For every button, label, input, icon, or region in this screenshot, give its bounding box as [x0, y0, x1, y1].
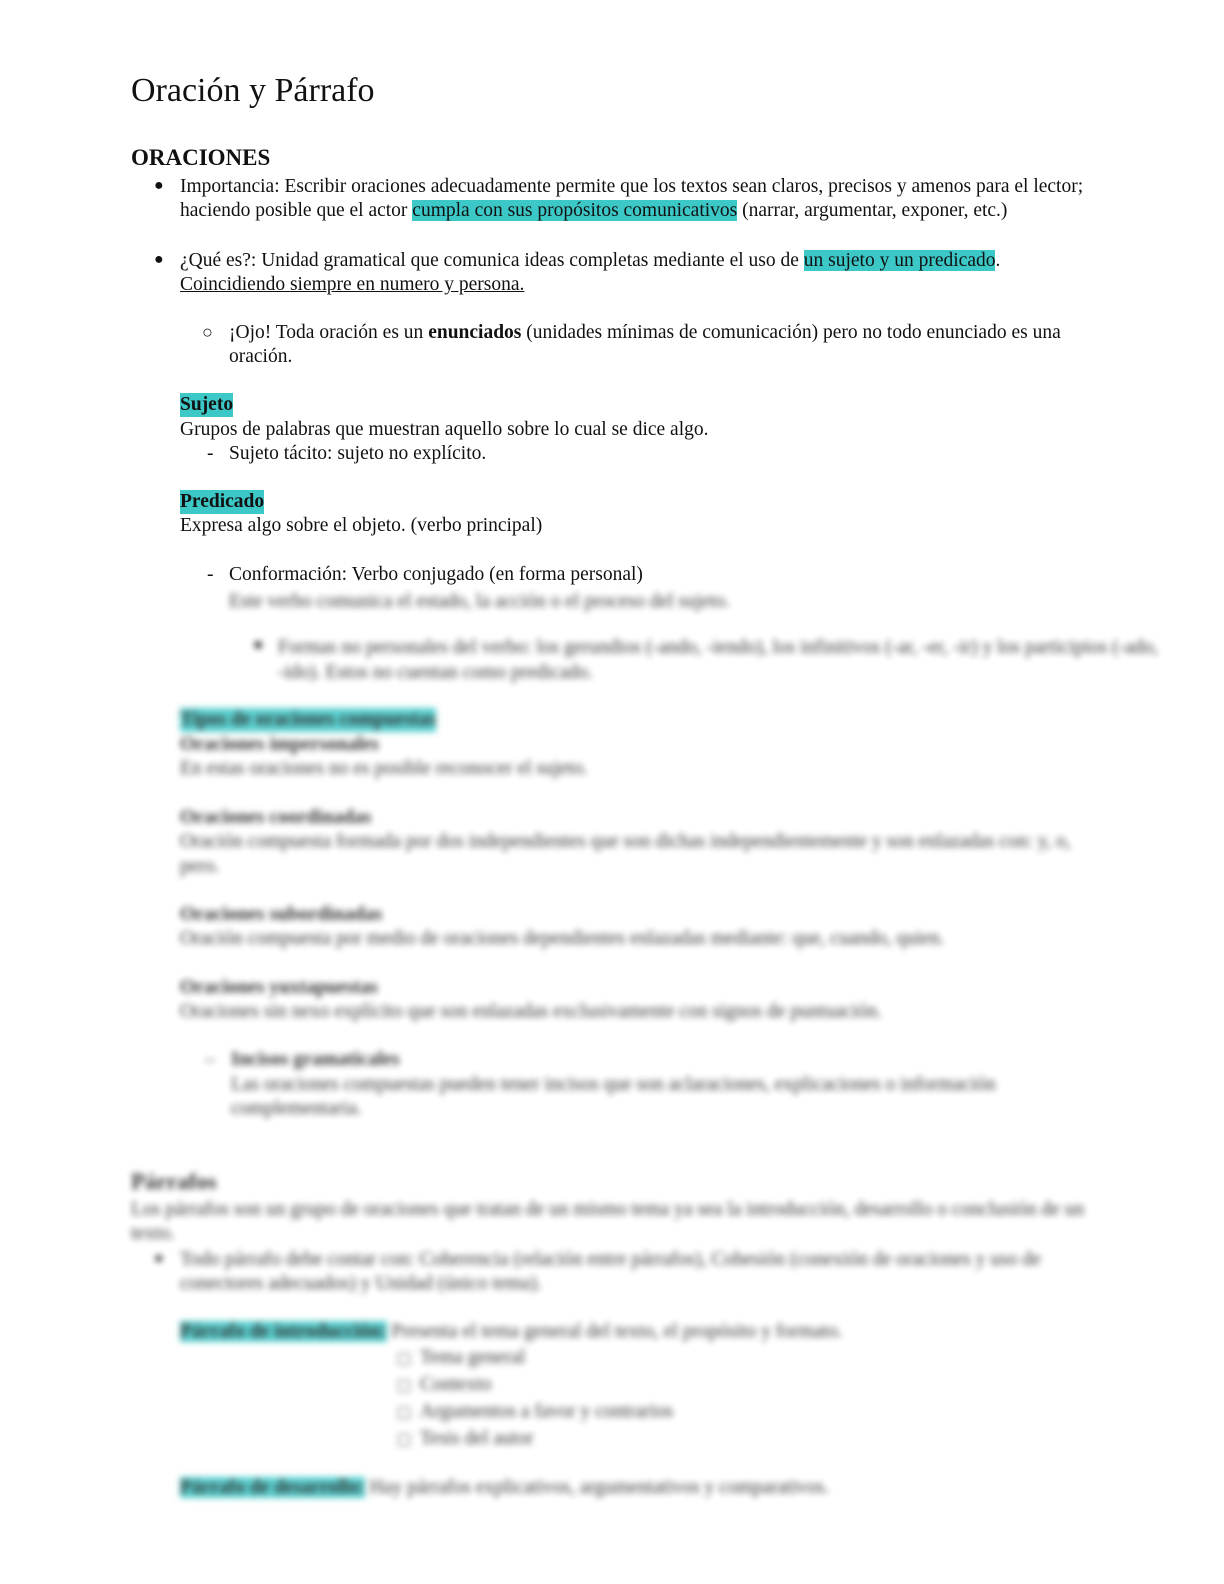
- square-bullet-icon: ■: [254, 638, 263, 653]
- tipos-heading: Tipos de oraciones compuestas: [180, 709, 436, 730]
- que-es-line2: Coincidiendo siempre en numero y persona.: [180, 274, 525, 295]
- circle-bullet-icon: ○: [202, 322, 213, 342]
- sujeto-text: Grupos de palabras que muestran aquello sobre lo cual se dice algo.: [180, 419, 709, 440]
- intro-heading: Párrafo de introducción:: [180, 1321, 387, 1342]
- incisos-line2: complementaria.: [231, 1098, 362, 1119]
- intro-item: Tema general: [398, 1346, 525, 1370]
- formas-line1: Formas no personales del verbo: los gerundios (-ando, -iendo), los infinitivos (-ar, -er, -ir) y los participios (-ado,: [278, 637, 1159, 658]
- highlight: un sujeto y un predicado: [803, 250, 996, 271]
- parrafos-line1: Los párrafos son un grupo de oraciones que tratan de un mismo tema ya sea la introducción, desarrollo o conclusión de un: [131, 1199, 1085, 1220]
- dash-icon: –: [205, 1049, 215, 1070]
- todo-line1: Todo párrafo debe contar con: Coherencia (relación entre párrafos), Cohesión (conexión de oraciones y uso de: [180, 1249, 1041, 1270]
- intro-item: Contexto: [398, 1373, 492, 1397]
- desarrollo-heading: Párrafo de desarrollo:: [180, 1477, 365, 1498]
- coordinadas-line1: Oración compuesta formada por dos independientes que son dichas independientemente y son enlazadas con: y, o,: [180, 831, 1071, 852]
- subordinadas-heading: Oraciones subordinadas: [180, 904, 383, 925]
- predicado-heading: Predicado: [180, 491, 265, 512]
- page-title: Oración y Párrafo: [131, 72, 375, 109]
- highlight: cumpla con sus propósitos comunicativos: [412, 200, 738, 221]
- conformacion: Conformación: Verbo conjugado (en forma personal): [229, 564, 643, 585]
- que-es-line1: ¿Qué es?: Unidad gramatical que comunica ideas completas mediante el uso de un sujeto y un predicado.: [180, 250, 1001, 271]
- subordinadas-text: Oración compuesta por medio de oraciones dependientes enlazadas mediante: que, cuando, quien.: [180, 928, 945, 949]
- formas-line2: -ido). Estos no cuentan como predicado.: [278, 662, 593, 683]
- parrafos-heading: Párrafos: [131, 1169, 217, 1194]
- impersonales-text: En estas oraciones no es posible reconocer el sujeto.: [180, 758, 588, 779]
- sujeto-heading: Sujeto: [180, 394, 234, 415]
- intro-item: Tesis del autor: [398, 1427, 533, 1451]
- desarrollo-line: Párrafo de desarrollo: Hay párrafos explicativos, argumentativos y comparativos.: [180, 1477, 830, 1498]
- checkbox-icon: [398, 1353, 410, 1365]
- bullet-icon: ●: [154, 177, 164, 194]
- importancia-line2: haciendo posible que el actor cumpla con sus propósitos comunicativos (narrar, argumentar, exponer, etc.): [180, 200, 1008, 221]
- intro-item: Argumentos a favor y contrarios: [398, 1400, 673, 1424]
- ojo-line1: ¡Ojo! Toda oración es un enunciados (unidades mínimas de comunicación) pero no todo enunciado es una: [229, 322, 1061, 343]
- checkbox-icon: [398, 1407, 410, 1419]
- coordinadas-line2: pero.: [180, 856, 220, 877]
- conformacion-line2: Este verbo comunica el estado, la acción o el proceso del sujeto.: [229, 591, 730, 612]
- yuxtapuestas-text: Oraciones sin nexo explícito que son enlazadas exclusivamente con signos de puntuación.: [180, 1001, 882, 1022]
- impersonales-heading: Oraciones impersonales: [180, 734, 379, 755]
- dash-icon: -: [207, 564, 214, 585]
- bullet-icon: ●: [154, 251, 164, 268]
- predicado-text: Expresa algo sobre el objeto. (verbo principal): [180, 515, 543, 536]
- intro-line: Párrafo de introducción: Presenta el tema general del texto, el propósito y formato.: [180, 1321, 843, 1342]
- incisos-line1: Las oraciones compuestas pueden tener incisos que son aclaraciones, explicaciones o información: [231, 1074, 996, 1095]
- ojo-line2: oración.: [229, 346, 293, 367]
- dash-icon: -: [207, 443, 214, 464]
- todo-line2: conectores adecuados) y Unidad (único tema).: [180, 1273, 542, 1294]
- coordinadas-heading: Oraciones coordinadas: [180, 807, 372, 828]
- sujeto-tacito: Sujeto tácito: sujeto no explícito.: [229, 443, 487, 464]
- checkbox-icon: [398, 1380, 410, 1392]
- incisos-heading: Incisos gramaticales: [231, 1049, 400, 1070]
- oraciones-heading: ORACIONES: [131, 145, 271, 170]
- checkbox-icon: [398, 1434, 410, 1446]
- parrafos-line2: texto.: [131, 1223, 175, 1244]
- yuxtapuestas-heading: Oraciones yuxtapuestas: [180, 977, 378, 998]
- bullet-icon: ●: [154, 1250, 164, 1267]
- importancia-line1: Importancia: Escribir oraciones adecuadamente permite que los textos sean claros, precisos y amenos para el lector;: [180, 176, 1084, 197]
